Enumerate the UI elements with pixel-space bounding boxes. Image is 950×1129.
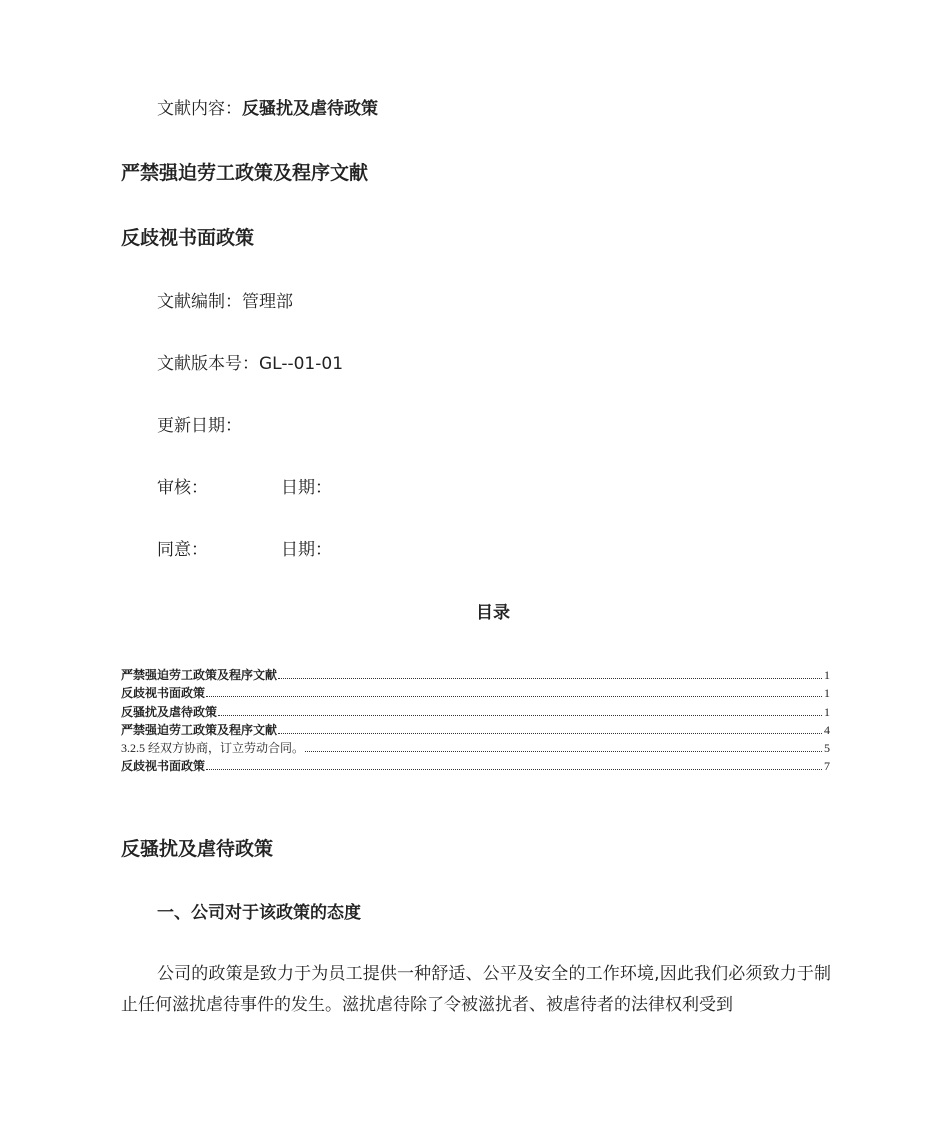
toc-entry-page: 1 [824, 668, 830, 683]
update-date-line: 更新日期： [157, 416, 242, 436]
toc-entry-text: 严禁强迫劳工政策及程序文献 [121, 722, 278, 737]
toc-entry[interactable] [121, 755, 830, 773]
content-label: 文献内容： [157, 99, 242, 119]
toc-leader [206, 695, 822, 697]
section-subtitle: 一、公司对于该政策的态度 [157, 903, 361, 923]
toc-leader [218, 714, 822, 716]
version-line: 文献版本号：GL--01-01 [157, 354, 344, 374]
toc-entry[interactable] [121, 737, 830, 755]
review-label: 审核： [157, 478, 208, 498]
table-of-contents [121, 664, 830, 773]
toc-entry[interactable] [121, 664, 830, 682]
toc-entry-text: 严禁强迫劳工政策及程序文献 [121, 668, 278, 683]
body-paragraph: 公司的政策是致力于为员工提供一种舒适、公平及安全的工作环境,因此我们必须致力于制止任何滋扰虐待事件的发生。滋扰虐待除了令被滋扰者、被虐待者的法律权利受到 [121, 964, 831, 1015]
toc-entry[interactable] [121, 719, 830, 737]
toc-entry[interactable] [121, 682, 830, 700]
title-forced-labor: 严禁强迫劳工政策及程序文献 [121, 162, 369, 184]
section-title: 反骚扰及虐待政策 [121, 838, 274, 860]
toc-leader [305, 750, 822, 752]
toc-entry-text: 反歧视书面政策 [121, 686, 206, 701]
toc-entry-page: 1 [824, 704, 830, 719]
toc-entry-text: 3.2.5 经双方协商，订立劳动合同。 [121, 740, 305, 755]
title-anti-discrimination: 反歧视书面政策 [121, 227, 255, 249]
review-date-label: 日期： [281, 478, 332, 498]
toc-leader [206, 768, 822, 770]
toc-title: 目录 [476, 603, 510, 623]
editor-line: 文献编制：管理部 [157, 292, 293, 312]
toc-entry-page: 7 [824, 759, 830, 774]
toc-entry-page: 1 [824, 686, 830, 701]
approve-label: 同意： [157, 540, 208, 560]
toc-leader [278, 732, 822, 734]
toc-entry[interactable] [121, 700, 830, 718]
toc-entry-page: 5 [824, 740, 830, 755]
content-value: 反骚扰及虐待政策 [242, 99, 378, 119]
toc-entry-page: 4 [824, 722, 830, 737]
toc-leader [278, 677, 822, 679]
toc-entry-text: 反歧视书面政策 [121, 759, 206, 774]
approve-date-label: 日期： [281, 540, 332, 560]
toc-entry-text: 反骚扰及虐待政策 [121, 704, 218, 719]
content-line [157, 97, 378, 121]
